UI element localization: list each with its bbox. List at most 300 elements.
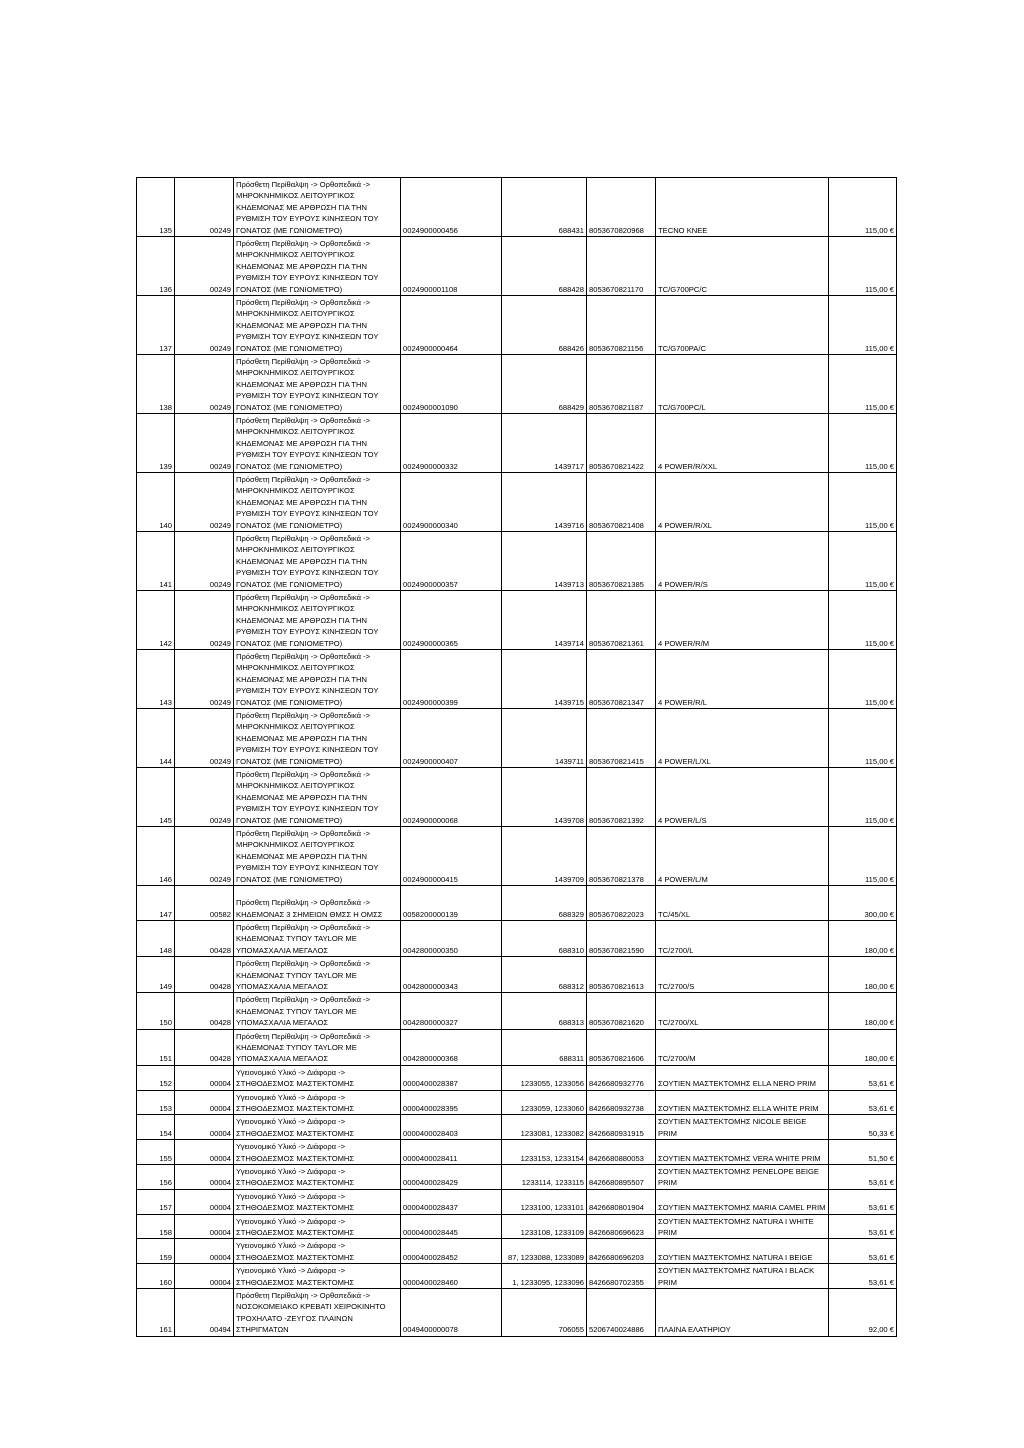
barcode-cell: 8053670821170	[587, 237, 656, 296]
description-cell	[234, 1090, 401, 1115]
row-number-cell: 160	[137, 1264, 175, 1289]
barcode-cell: 8053670821347	[587, 650, 656, 709]
product-name-cell	[656, 1239, 829, 1264]
description-line: ΣΤΗΘΟΔΕΣΜΟΣ ΜΑΣΤΕΚΤΟΜΗΣ	[236, 1178, 355, 1188]
description-line: Υγειονομικό Υλικό -> Διάφορα ->	[236, 1067, 346, 1077]
eof-code-cell: 0058200000139	[401, 886, 502, 921]
reference-code-cell: 1233114, 1233115	[502, 1164, 587, 1189]
row-number-cell: 147	[137, 886, 175, 921]
category-code-cell: 00428	[175, 957, 234, 993]
product-name-cell	[656, 473, 829, 532]
reference-code-cell: 1439711	[502, 709, 587, 768]
product-name-line: 4 POWER/L/S	[658, 815, 707, 825]
reference-code-cell: 688311	[502, 1029, 587, 1065]
product-name-cell	[656, 1164, 829, 1189]
product-name-line: 4 POWER/R/XXL	[658, 461, 718, 471]
reference-code-cell: 688429	[502, 355, 587, 414]
barcode-cell: 8426680696623	[587, 1214, 656, 1239]
category-code-cell: 00004	[175, 1164, 234, 1189]
table-row	[137, 1115, 897, 1140]
row-number-cell: 139	[137, 414, 175, 473]
table-row	[137, 1090, 897, 1115]
product-name-line: TC/G700PC/C	[658, 284, 707, 294]
reference-code-cell: 1439708	[502, 768, 587, 827]
description-cell	[234, 768, 401, 827]
description-cell	[234, 414, 401, 473]
description-line: ΣΤΗΘΟΔΕΣΜΟΣ ΜΑΣΤΕΚΤΟΜΗΣ	[236, 1153, 355, 1163]
product-name-cell	[656, 1065, 829, 1090]
price-cell: 115,00 €	[829, 768, 897, 827]
eof-code-cell: 0042800000368	[401, 1029, 502, 1065]
eof-code-cell: 0024900000332	[401, 414, 502, 473]
description-cell	[234, 1189, 401, 1214]
row-number-cell: 136	[137, 237, 175, 296]
row-number-cell: 141	[137, 532, 175, 591]
table-row	[137, 473, 897, 532]
eof-code-cell: 0042800000343	[401, 957, 502, 993]
barcode-cell: 8053670821361	[587, 591, 656, 650]
product-name-line: TC/2700/L	[658, 945, 694, 955]
description-line: ΚΗΔΕΜΟΝΑΣ ΜΕ ΑΡΘΡΩΣΗ ΓΙΑ ΤΗΝ	[236, 497, 367, 507]
description-line: ΜΗΡΟΚΝΗΜΙΚΟΣ ΛΕΙΤΟΥΡΓΙΚΟΣ	[236, 250, 355, 260]
product-name-cell	[656, 921, 829, 957]
description-line: Υγειονομικό Υλικό -> Διάφορα ->	[236, 1117, 346, 1127]
description-line: Πρόσθετη Περίθαλψη -> Ορθοπεδικά ->	[236, 959, 371, 969]
eof-code-cell: 0024900001090	[401, 355, 502, 414]
row-number-cell: 153	[137, 1090, 175, 1115]
category-code-cell: 00249	[175, 768, 234, 827]
price-cell: 53,61 €	[829, 1065, 897, 1090]
table-row	[137, 827, 897, 886]
product-name-cell	[656, 1189, 829, 1214]
description-line: ΚΗΔΕΜΟΝΑΣ ΜΕ ΑΡΘΡΩΣΗ ΓΙΑ ΤΗΝ	[236, 320, 367, 330]
barcode-cell: 8053670821613	[587, 957, 656, 993]
category-code-cell: 00249	[175, 355, 234, 414]
price-cell: 53,61 €	[829, 1214, 897, 1239]
description-line: ΚΗΔΕΜΟΝΑΣ ΜΕ ΑΡΘΡΩΣΗ ΓΙΑ ΤΗΝ	[236, 733, 367, 743]
product-name-cell	[656, 993, 829, 1029]
description-line: ΚΗΔΕΜΟΝΑΣ 3 ΣΗΜΕΙΩΝ ΘΜΣΣ Η ΟΜΣΣ	[236, 909, 383, 919]
description-cell	[234, 355, 401, 414]
description-line: ΜΗΡΟΚΝΗΜΙΚΟΣ ΛΕΙΤΟΥΡΓΙΚΟΣ	[236, 604, 355, 614]
reference-code-cell: 1439716	[502, 473, 587, 532]
product-name-line: ΣΟΥΤΙΕΝ ΜΑΣΤΕΚΤΟΜΗΣ NATURA I BLACK	[658, 1266, 815, 1276]
description-line: ΜΗΡΟΚΝΗΜΙΚΟΣ ΛΕΙΤΟΥΡΓΙΚΟΣ	[236, 191, 355, 201]
category-code-cell: 00004	[175, 1264, 234, 1289]
description-line: ΣΤΗΘΟΔΕΣΜΟΣ ΜΑΣΤΕΚΤΟΜΗΣ	[236, 1227, 355, 1237]
description-line: ΚΗΔΕΜΟΝΑΣ ΜΕ ΑΡΘΡΩΣΗ ΓΙΑ ΤΗΝ	[236, 556, 367, 566]
product-name-cell	[656, 1214, 829, 1239]
description-line: ΤΡΟΧΗΛΑΤΟ -ΖΕΥΓΟΣ ΠΛΑΙΝΩΝ	[236, 1313, 353, 1323]
description-line: ΡΥΘΜΙΣΗ ΤΟΥ ΕΥΡΟΥΣ ΚΙΝΗΣΕΩΝ ΤΟΥ	[236, 745, 379, 755]
description-cell	[234, 957, 401, 993]
description-line: ΓΟΝΑΤΟΣ (ΜΕ ΓΩΝΙΟΜΕΤΡΟ)	[236, 225, 343, 235]
product-name-line: ΣΟΥΤΙΕΝ ΜΑΣΤΕΚΤΟΜΗΣ VERA WHITE PRIM	[658, 1153, 821, 1163]
product-name-cell	[656, 296, 829, 355]
description-line: ΣΤΗΘΟΔΕΣΜΟΣ ΜΑΣΤΕΚΤΟΜΗΣ	[236, 1103, 355, 1113]
description-cell	[234, 1164, 401, 1189]
description-line: Πρόσθετη Περίθαλψη -> Ορθοπεδικά ->	[236, 769, 371, 779]
description-line: Πρόσθετη Περίθαλψη -> Ορθοπεδικά ->	[236, 592, 371, 602]
reference-code-cell: 688426	[502, 296, 587, 355]
category-code-cell: 00004	[175, 1065, 234, 1090]
row-number-cell: 135	[137, 178, 175, 237]
product-name-cell	[656, 827, 829, 886]
eof-code-cell: 0000400028460	[401, 1264, 502, 1289]
description-line: Πρόσθετη Περίθαλψη -> Ορθοπεδικά ->	[236, 995, 371, 1005]
price-cell: 115,00 €	[829, 296, 897, 355]
barcode-cell: 8053670821156	[587, 296, 656, 355]
reference-code-cell: 1439715	[502, 650, 587, 709]
eof-code-cell: 0000400028437	[401, 1189, 502, 1214]
description-line: ΡΥΘΜΙΣΗ ΤΟΥ ΕΥΡΟΥΣ ΚΙΝΗΣΕΩΝ ΤΟΥ	[236, 863, 379, 873]
row-number-cell: 155	[137, 1140, 175, 1165]
description-line: ΓΟΝΑΤΟΣ (ΜΕ ΓΩΝΙΟΜΕΤΡΟ)	[236, 520, 343, 530]
price-cell: 115,00 €	[829, 709, 897, 768]
barcode-cell: 8426680932738	[587, 1090, 656, 1115]
description-line: ΜΗΡΟΚΝΗΜΙΚΟΣ ΛΕΙΤΟΥΡΓΙΚΟΣ	[236, 781, 355, 791]
product-name-line: ΣΟΥΤΙΕΝ ΜΑΣΤΕΚΤΟΜΗΣ ELLA WHITE PRIM	[658, 1103, 819, 1113]
description-line: Υγειονομικό Υλικό -> Διάφορα ->	[236, 1166, 346, 1176]
row-number-cell: 142	[137, 591, 175, 650]
description-line: Πρόσθετη Περίθαλψη -> Ορθοπεδικά ->	[236, 238, 371, 248]
product-name-cell	[656, 1090, 829, 1115]
description-cell	[234, 1140, 401, 1165]
product-name-line: TECNO KNEE	[658, 225, 708, 235]
description-line: ΚΗΔΕΜΟΝΑΣ ΜΕ ΑΡΘΡΩΣΗ ΓΙΑ ΤΗΝ	[236, 202, 367, 212]
row-number-cell: 140	[137, 473, 175, 532]
product-name-line: ΣΟΥΤΙΕΝ ΜΑΣΤΕΚΤΟΜΗΣ MARIA CAMEL PRIM	[658, 1203, 826, 1213]
reference-code-cell: 87, 1233088, 1233089	[502, 1239, 587, 1264]
barcode-cell: 8053670821378	[587, 827, 656, 886]
barcode-cell: 8053670821392	[587, 768, 656, 827]
description-line: ΥΠΟΜΑΣΧΑΛΙΑ ΜΕΓΑΛΟΣ	[236, 1018, 329, 1028]
price-cell: 51,50 €	[829, 1140, 897, 1165]
product-name-line: TC/45/XL	[658, 909, 691, 919]
price-cell: 115,00 €	[829, 473, 897, 532]
price-cell: 115,00 €	[829, 414, 897, 473]
product-name-cell	[656, 355, 829, 414]
row-number-cell: 156	[137, 1164, 175, 1189]
row-number-cell: 144	[137, 709, 175, 768]
barcode-cell: 8053670820968	[587, 178, 656, 237]
eof-code-cell: 0000400028387	[401, 1065, 502, 1090]
table-row	[137, 296, 897, 355]
barcode-cell: 5206740024886	[587, 1288, 656, 1336]
description-line: ΣΤΗΡΙΓΜΑΤΩΝ	[236, 1325, 289, 1335]
description-cell	[234, 650, 401, 709]
table-row	[137, 414, 897, 473]
category-code-cell: 00004	[175, 1214, 234, 1239]
category-code-cell: 00004	[175, 1115, 234, 1140]
table-row	[137, 886, 897, 921]
description-line: Πρόσθετη Περίθαλψη -> Ορθοπεδικά ->	[236, 651, 371, 661]
description-cell	[234, 1288, 401, 1336]
product-name-line: ΣΟΥΤΙΕΝ ΜΑΣΤΕΚΤΟΜΗΣ NATURA I BEIGE	[658, 1252, 813, 1262]
category-code-cell: 00249	[175, 709, 234, 768]
eof-code-cell: 0024900000456	[401, 178, 502, 237]
table-row	[137, 1164, 897, 1189]
description-line: ΚΗΔΕΜΟΝΑΣ ΜΕ ΑΡΘΡΩΣΗ ΓΙΑ ΤΗΝ	[236, 261, 367, 271]
reference-code-cell: 1233108, 1233109	[502, 1214, 587, 1239]
price-cell: 53,61 €	[829, 1189, 897, 1214]
reference-code-cell: 688312	[502, 957, 587, 993]
price-cell: 53,61 €	[829, 1239, 897, 1264]
reference-code-cell: 1439713	[502, 532, 587, 591]
price-cell: 115,00 €	[829, 178, 897, 237]
price-cell: 180,00 €	[829, 1029, 897, 1065]
description-cell	[234, 827, 401, 886]
description-line: Πρόσθετη Περίθαλψη -> Ορθοπεδικά ->	[236, 297, 371, 307]
product-name-cell	[656, 886, 829, 921]
eof-code-cell: 0024900001108	[401, 237, 502, 296]
category-code-cell: 00249	[175, 532, 234, 591]
description-line: Πρόσθετη Περίθαλψη -> Ορθοπεδικά ->	[236, 828, 371, 838]
reference-code-cell: 688310	[502, 921, 587, 957]
product-name-line: ΣΟΥΤΙΕΝ ΜΑΣΤΕΚΤΟΜΗΣ PENELOPE BEIGE	[658, 1166, 819, 1176]
row-number-cell: 159	[137, 1239, 175, 1264]
description-line: ΓΟΝΑΤΟΣ (ΜΕ ΓΩΝΙΟΜΕΤΡΟ)	[236, 343, 343, 353]
table-body	[137, 178, 897, 1337]
reference-code-cell: 1439717	[502, 414, 587, 473]
description-line: ΜΗΡΟΚΝΗΜΙΚΟΣ ΛΕΙΤΟΥΡΓΙΚΟΣ	[236, 368, 355, 378]
product-name-line: TC/G700PC/L	[658, 402, 706, 412]
product-name-cell	[656, 1115, 829, 1140]
product-name-line: ΣΟΥΤΙΕΝ ΜΑΣΤΕΚΤΟΜΗΣ NATURA I WHITE	[658, 1216, 814, 1226]
description-line: Υγειονομικό Υλικό -> Διάφορα ->	[236, 1092, 346, 1102]
reference-code-cell: 1439709	[502, 827, 587, 886]
description-cell	[234, 591, 401, 650]
table-row	[137, 237, 897, 296]
description-cell	[234, 237, 401, 296]
description-line: Υγειονομικό Υλικό -> Διάφορα ->	[236, 1216, 346, 1226]
description-line: ΓΟΝΑΤΟΣ (ΜΕ ΓΩΝΙΟΜΕΤΡΟ)	[236, 638, 343, 648]
description-line: ΡΥΘΜΙΣΗ ΤΟΥ ΕΥΡΟΥΣ ΚΙΝΗΣΕΩΝ ΤΟΥ	[236, 332, 379, 342]
barcode-cell: 8053670821620	[587, 993, 656, 1029]
table-row	[137, 178, 897, 237]
description-line: ΚΗΔΕΜΟΝΑΣ ΤΥΠΟΥ TAYLOR ΜΕ	[236, 970, 357, 980]
eof-code-cell: 0000400028429	[401, 1164, 502, 1189]
row-number-cell: 150	[137, 993, 175, 1029]
table-row	[137, 355, 897, 414]
description-cell	[234, 1264, 401, 1289]
description-line: ΡΥΘΜΙΣΗ ΤΟΥ ΕΥΡΟΥΣ ΚΙΝΗΣΕΩΝ ΤΟΥ	[236, 273, 379, 283]
price-cell: 180,00 €	[829, 957, 897, 993]
description-line: Πρόσθετη Περίθαλψη -> Ορθοπεδικά ->	[236, 710, 371, 720]
eof-code-cell: 0000400028411	[401, 1140, 502, 1165]
price-cell: 92,00 €	[829, 1288, 897, 1336]
eof-code-cell: 0000400028452	[401, 1239, 502, 1264]
description-line: Πρόσθετη Περίθαλψη -> Ορθοπεδικά ->	[236, 922, 371, 932]
reference-code-cell: 688313	[502, 993, 587, 1029]
description-line: ΓΟΝΑΤΟΣ (ΜΕ ΓΩΝΙΟΜΕΤΡΟ)	[236, 284, 343, 294]
product-name-line: TC/2700/M	[658, 1054, 696, 1064]
eof-code-cell: 0024900000399	[401, 650, 502, 709]
category-code-cell: 00004	[175, 1189, 234, 1214]
product-name-cell	[656, 709, 829, 768]
description-line: Πρόσθετη Περίθαλψη -> Ορθοπεδικά ->	[236, 1290, 371, 1300]
product-name-line: PRIM	[658, 1178, 677, 1188]
description-line: ΣΤΗΘΟΔΕΣΜΟΣ ΜΑΣΤΕΚΤΟΜΗΣ	[236, 1277, 355, 1287]
row-number-cell: 158	[137, 1214, 175, 1239]
category-code-cell: 00004	[175, 1239, 234, 1264]
description-line: ΜΗΡΟΚΝΗΜΙΚΟΣ ΛΕΙΤΟΥΡΓΙΚΟΣ	[236, 722, 355, 732]
eof-code-cell: 0024900000340	[401, 473, 502, 532]
product-name-cell	[656, 1264, 829, 1289]
barcode-cell: 8426680696203	[587, 1239, 656, 1264]
table-row	[137, 650, 897, 709]
price-cell: 300,00 €	[829, 886, 897, 921]
barcode-cell: 8053670821606	[587, 1029, 656, 1065]
description-line: ΣΤΗΘΟΔΕΣΜΟΣ ΜΑΣΤΕΚΤΟΜΗΣ	[236, 1203, 355, 1213]
reference-code-cell: 1233081, 1233082	[502, 1115, 587, 1140]
reference-code-cell: 1439714	[502, 591, 587, 650]
table-row	[137, 1140, 897, 1165]
eof-code-cell: 0049400000078	[401, 1288, 502, 1336]
price-list-table	[136, 177, 897, 1337]
category-code-cell: 00249	[175, 296, 234, 355]
description-line: ΚΗΔΕΜΟΝΑΣ ΜΕ ΑΡΘΡΩΣΗ ΓΙΑ ΤΗΝ	[236, 615, 367, 625]
product-name-line: 4 POWER/R/L	[658, 697, 707, 707]
product-name-cell	[656, 178, 829, 237]
description-line: ΥΠΟΜΑΣΧΑΛΙΑ ΜΕΓΑΛΟΣ	[236, 1054, 329, 1064]
reference-code-cell: 1233055, 1233056	[502, 1065, 587, 1090]
price-cell: 115,00 €	[829, 827, 897, 886]
description-line: ΡΥΘΜΙΣΗ ΤΟΥ ΕΥΡΟΥΣ ΚΙΝΗΣΕΩΝ ΤΟΥ	[236, 627, 379, 637]
table-row	[137, 709, 897, 768]
reference-code-cell: 1, 1233095, 1233096	[502, 1264, 587, 1289]
row-number-cell: 161	[137, 1288, 175, 1336]
description-line: Πρόσθετη Περίθαλψη -> Ορθοπεδικά ->	[236, 415, 371, 425]
description-line: ΓΟΝΑΤΟΣ (ΜΕ ΓΩΝΙΟΜΕΤΡΟ)	[236, 579, 343, 589]
description-line: Υγειονομικό Υλικό -> Διάφορα ->	[236, 1142, 346, 1152]
table-row	[137, 768, 897, 827]
barcode-cell: 8053670821415	[587, 709, 656, 768]
table-row	[137, 1288, 897, 1336]
product-name-line: TC/2700/S	[658, 981, 695, 991]
row-number-cell: 154	[137, 1115, 175, 1140]
product-name-line: ΣΟΥΤΙΕΝ ΜΑΣΤΕΚΤΟΜΗΣ ELLA NERO PRIM	[658, 1079, 817, 1089]
description-line: ΡΥΘΜΙΣΗ ΤΟΥ ΕΥΡΟΥΣ ΚΙΝΗΣΕΩΝ ΤΟΥ	[236, 450, 379, 460]
description-line: ΥΠΟΜΑΣΧΑΛΙΑ ΜΕΓΑΛΟΣ	[236, 945, 329, 955]
description-cell	[234, 296, 401, 355]
description-cell	[234, 178, 401, 237]
table-row	[137, 957, 897, 993]
eof-code-cell: 0024900000068	[401, 768, 502, 827]
description-line: Πρόσθετη Περίθαλψη -> Ορθοπεδικά ->	[236, 533, 371, 543]
product-name-cell	[656, 237, 829, 296]
price-cell: 50,33 €	[829, 1115, 897, 1140]
reference-code-cell: 1233100, 1233101	[502, 1189, 587, 1214]
barcode-cell: 8426680702355	[587, 1264, 656, 1289]
description-line: ΡΥΘΜΙΣΗ ΤΟΥ ΕΥΡΟΥΣ ΚΙΝΗΣΕΩΝ ΤΟΥ	[236, 568, 379, 578]
category-code-cell: 00249	[175, 827, 234, 886]
barcode-cell: 8426680931915	[587, 1115, 656, 1140]
reference-code-cell: 1233059, 1233060	[502, 1090, 587, 1115]
barcode-cell: 8053670821590	[587, 921, 656, 957]
product-name-line: ΠΛΑΙΝΑ ΕΛΑΤΗΡΙΟΥ	[658, 1325, 731, 1335]
eof-code-cell: 0042800000327	[401, 993, 502, 1029]
price-cell: 115,00 €	[829, 532, 897, 591]
product-name-cell	[656, 1029, 829, 1065]
description-line: ΜΗΡΟΚΝΗΜΙΚΟΣ ΛΕΙΤΟΥΡΓΙΚΟΣ	[236, 545, 355, 555]
category-code-cell: 00249	[175, 650, 234, 709]
description-line: Υγειονομικό Υλικό -> Διάφορα ->	[236, 1191, 346, 1201]
description-line: Υγειονομικό Υλικό -> Διάφορα ->	[236, 1241, 346, 1251]
description-line: ΜΗΡΟΚΝΗΜΙΚΟΣ ΛΕΙΤΟΥΡΓΙΚΟΣ	[236, 486, 355, 496]
description-line: ΜΗΡΟΚΝΗΜΙΚΟΣ ΛΕΙΤΟΥΡΓΙΚΟΣ	[236, 840, 355, 850]
category-code-cell: 00004	[175, 1090, 234, 1115]
description-cell	[234, 1029, 401, 1065]
table-row	[137, 1189, 897, 1214]
table-row	[137, 921, 897, 957]
description-line: ΚΗΔΕΜΟΝΑΣ ΜΕ ΑΡΘΡΩΣΗ ΓΙΑ ΤΗΝ	[236, 674, 367, 684]
barcode-cell: 8426680932776	[587, 1065, 656, 1090]
product-name-cell	[656, 957, 829, 993]
product-name-cell	[656, 1288, 829, 1336]
description-line: Υγειονομικό Υλικό -> Διάφορα ->	[236, 1266, 346, 1276]
description-line: Πρόσθετη Περίθαλψη -> Ορθοπεδικά ->	[236, 474, 371, 484]
category-code-cell: 00428	[175, 921, 234, 957]
description-cell	[234, 886, 401, 921]
price-cell: 115,00 €	[829, 355, 897, 414]
product-name-cell	[656, 532, 829, 591]
description-line: ΚΗΔΕΜΟΝΑΣ ΜΕ ΑΡΘΡΩΣΗ ΓΙΑ ΤΗΝ	[236, 379, 367, 389]
description-line: ΚΗΔΕΜΟΝΑΣ ΤΥΠΟΥ TAYLOR ΜΕ	[236, 1042, 357, 1052]
description-line: ΝΟΣΟΚΟΜΕΙΑΚΟ ΚΡΕΒΑΤΙ ΧΕΙΡΟΚΙΝΗΤΟ	[236, 1302, 386, 1312]
table-row	[137, 532, 897, 591]
product-name-line: ΣΟΥΤΙΕΝ ΜΑΣΤΕΚΤΟΜΗΣ NICOLE BEIGE PRIM	[658, 1117, 807, 1138]
eof-code-cell: 0024900000415	[401, 827, 502, 886]
eof-code-cell: 0042800000350	[401, 921, 502, 957]
description-line: ΜΗΡΟΚΝΗΜΙΚΟΣ ΛΕΙΤΟΥΡΓΙΚΟΣ	[236, 309, 355, 319]
table-row	[137, 1239, 897, 1264]
table-row	[137, 591, 897, 650]
barcode-cell: 8426680895507	[587, 1164, 656, 1189]
product-name-line: 4 POWER/L/M	[658, 874, 708, 884]
eof-code-cell: 0000400028445	[401, 1214, 502, 1239]
product-name-cell	[656, 768, 829, 827]
eof-code-cell: 0000400028395	[401, 1090, 502, 1115]
row-number-cell: 151	[137, 1029, 175, 1065]
reference-code-cell: 688329	[502, 886, 587, 921]
row-number-cell: 157	[137, 1189, 175, 1214]
eof-code-cell: 0024900000357	[401, 532, 502, 591]
description-line: Πρόσθετη Περίθαλψη -> Ορθοπεδικά ->	[236, 356, 371, 366]
description-cell	[234, 709, 401, 768]
description-line: ΓΟΝΑΤΟΣ (ΜΕ ΓΩΝΙΟΜΕΤΡΟ)	[236, 697, 343, 707]
product-name-line: TC/G700PA/C	[658, 343, 706, 353]
row-number-cell: 143	[137, 650, 175, 709]
row-number-cell: 148	[137, 921, 175, 957]
description-line: Πρόσθετη Περίθαλψη -> Ορθοπεδικά ->	[236, 179, 371, 189]
category-code-cell: 00249	[175, 178, 234, 237]
description-line: ΡΥΘΜΙΣΗ ΤΟΥ ΕΥΡΟΥΣ ΚΙΝΗΣΕΩΝ ΤΟΥ	[236, 686, 379, 696]
row-number-cell: 138	[137, 355, 175, 414]
row-number-cell: 145	[137, 768, 175, 827]
product-name-line: 4 POWER/R/S	[658, 579, 708, 589]
eof-code-cell: 0024900000464	[401, 296, 502, 355]
product-name-line: 4 POWER/R/M	[658, 638, 710, 648]
product-name-cell	[656, 650, 829, 709]
table-row	[137, 1214, 897, 1239]
product-name-line: TC/2700/XL	[658, 1018, 699, 1028]
description-line: ΣΤΗΘΟΔΕΣΜΟΣ ΜΑΣΤΕΚΤΟΜΗΣ	[236, 1128, 355, 1138]
description-line: ΓΟΝΑΤΟΣ (ΜΕ ΓΩΝΙΟΜΕΤΡΟ)	[236, 461, 343, 471]
description-line: ΡΥΘΜΙΣΗ ΤΟΥ ΕΥΡΟΥΣ ΚΙΝΗΣΕΩΝ ΤΟΥ	[236, 391, 379, 401]
price-cell: 115,00 €	[829, 650, 897, 709]
description-line: ΡΥΘΜΙΣΗ ΤΟΥ ΕΥΡΟΥΣ ΚΙΝΗΣΕΩΝ ΤΟΥ	[236, 214, 379, 224]
